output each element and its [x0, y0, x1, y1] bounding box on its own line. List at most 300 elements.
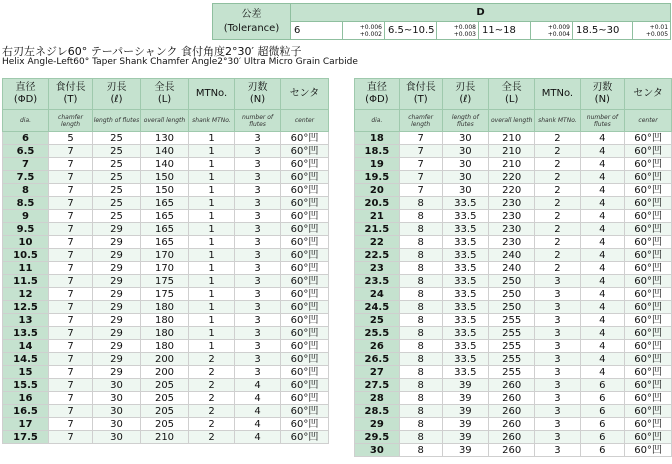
table-cell: 8: [399, 236, 442, 249]
diameter-cell: 25.5: [355, 327, 400, 340]
column-subheader: center: [625, 110, 672, 132]
table-cell: 1: [189, 236, 235, 249]
column-header: 刃数 (N): [580, 79, 625, 110]
column-header: 刃数 (N): [235, 79, 281, 110]
table-cell: 8: [399, 249, 442, 262]
table-cell: 39: [442, 431, 488, 444]
table-cell: 6: [580, 379, 625, 392]
spec-table-left: [2, 78, 329, 444]
table-row: [3, 171, 329, 184]
table-cell: 7: [49, 184, 93, 197]
table-row: [3, 366, 329, 379]
table-cell: 7: [49, 301, 93, 314]
table-row: [3, 236, 329, 249]
table-cell: 60°凹: [625, 431, 672, 444]
column-subheader: number of flutes: [235, 110, 281, 132]
table-cell: 33.5: [442, 314, 488, 327]
table-cell: 30: [442, 158, 488, 171]
table-cell: 2: [189, 379, 235, 392]
table-cell: 4: [580, 210, 625, 223]
table-cell: 7: [49, 327, 93, 340]
table-cell: 3: [535, 379, 580, 392]
table-cell: 250: [489, 275, 535, 288]
table-cell: 3: [535, 418, 580, 431]
column-header: 食付長 (T): [399, 79, 442, 110]
tolerance-label-en: (Tolerance): [223, 22, 280, 34]
table-row: [355, 444, 672, 457]
table-cell: 29: [93, 249, 141, 262]
table-cell: 5: [49, 132, 93, 145]
diameter-cell: 26.5: [355, 353, 400, 366]
table-cell: 3: [235, 327, 281, 340]
diameter-cell: 8.5: [3, 197, 49, 210]
table-cell: 60°凹: [625, 132, 672, 145]
table-row: [3, 379, 329, 392]
table-cell: 8: [399, 275, 442, 288]
table-row: [3, 288, 329, 301]
table-cell: 260: [489, 379, 535, 392]
table-row: [355, 236, 672, 249]
table-cell: 150: [141, 184, 189, 197]
table-cell: 2: [535, 184, 580, 197]
table-cell: 3: [235, 236, 281, 249]
table-cell: 33.5: [442, 301, 488, 314]
diameter-cell: 9.5: [3, 223, 49, 236]
table-cell: 60°凹: [625, 314, 672, 327]
table-cell: 2: [535, 262, 580, 275]
table-row: [355, 197, 672, 210]
table-cell: 29: [93, 288, 141, 301]
table-cell: 60°凹: [281, 379, 329, 392]
diameter-cell: 28.5: [355, 405, 400, 418]
table-cell: 33.5: [442, 288, 488, 301]
table-cell: 33.5: [442, 197, 488, 210]
table-cell: 30: [93, 392, 141, 405]
table-cell: 30: [93, 379, 141, 392]
table-cell: 60°凹: [625, 392, 672, 405]
table-row: [355, 184, 672, 197]
table-cell: 60°凹: [625, 275, 672, 288]
table-row: [3, 418, 329, 431]
table-cell: 250: [489, 288, 535, 301]
table-cell: 33.5: [442, 223, 488, 236]
table-cell: 60°凹: [281, 262, 329, 275]
table-cell: 2: [535, 210, 580, 223]
table-cell: 25: [93, 184, 141, 197]
table-cell: 2: [189, 405, 235, 418]
tolerance-range: 6: [291, 22, 343, 40]
diameter-cell: 30: [355, 444, 400, 457]
table-cell: 3: [235, 145, 281, 158]
table-cell: 210: [489, 145, 535, 158]
diameter-cell: 22.5: [355, 249, 400, 262]
table-cell: 7: [49, 249, 93, 262]
tolerance-column-d: D: [291, 4, 671, 22]
table-row: [355, 431, 672, 444]
diameter-cell: 27: [355, 366, 400, 379]
table-cell: 230: [489, 197, 535, 210]
table-row: [3, 405, 329, 418]
table-cell: 60°凹: [281, 236, 329, 249]
diameter-cell: 10.5: [3, 249, 49, 262]
table-cell: 60°凹: [281, 314, 329, 327]
table-cell: 29: [93, 301, 141, 314]
table-cell: 60°凹: [281, 275, 329, 288]
table-cell: 60°凹: [625, 158, 672, 171]
table-cell: 30: [442, 184, 488, 197]
table-row: [3, 249, 329, 262]
table-row: [355, 223, 672, 236]
table-cell: 230: [489, 236, 535, 249]
table-cell: 7: [49, 418, 93, 431]
table-cell: 30: [93, 431, 141, 444]
table-cell: 7: [49, 340, 93, 353]
table-cell: 1: [189, 262, 235, 275]
table-cell: 3: [535, 366, 580, 379]
table-cell: 3: [235, 223, 281, 236]
table-cell: 60°凹: [625, 210, 672, 223]
column-subheader: length of flutes: [442, 110, 488, 132]
table-cell: 205: [141, 405, 189, 418]
table-cell: 4: [235, 405, 281, 418]
table-cell: 8: [399, 327, 442, 340]
table-cell: 60°凹: [281, 158, 329, 171]
table-cell: 8: [399, 288, 442, 301]
table-row: [355, 405, 672, 418]
table-cell: 260: [489, 418, 535, 431]
diameter-cell: 12: [3, 288, 49, 301]
table-cell: 60°凹: [281, 340, 329, 353]
table-cell: 1: [189, 301, 235, 314]
column-subheader: length of flutes: [93, 110, 141, 132]
table-cell: 1: [189, 184, 235, 197]
table-row: [355, 327, 672, 340]
column-header: センタ: [625, 79, 672, 110]
table-cell: 4: [580, 236, 625, 249]
diameter-cell: 29: [355, 418, 400, 431]
diameter-cell: 27.5: [355, 379, 400, 392]
table-row: [355, 314, 672, 327]
table-cell: 165: [141, 210, 189, 223]
table-cell: 2: [535, 223, 580, 236]
table-cell: 60°凹: [625, 249, 672, 262]
table-cell: 6: [580, 418, 625, 431]
column-subheader: dia.: [3, 110, 49, 132]
diameter-cell: 26: [355, 340, 400, 353]
column-header: 刃長 (ℓ): [442, 79, 488, 110]
table-cell: 60°凹: [281, 353, 329, 366]
table-cell: 230: [489, 223, 535, 236]
table-cell: 2: [535, 145, 580, 158]
diameter-cell: 23: [355, 262, 400, 275]
column-header: 直径 (ΦD): [3, 79, 49, 110]
table-cell: 60°凹: [625, 353, 672, 366]
table-cell: 60°凹: [625, 184, 672, 197]
table-cell: 3: [535, 340, 580, 353]
table-cell: 7: [49, 392, 93, 405]
table-cell: 30: [93, 418, 141, 431]
table-cell: 3: [235, 340, 281, 353]
table-cell: 7: [49, 379, 93, 392]
column-subheader: dia.: [355, 110, 400, 132]
table-cell: 200: [141, 366, 189, 379]
table-row: [3, 158, 329, 171]
table-cell: 165: [141, 223, 189, 236]
table-cell: 3: [535, 392, 580, 405]
table-cell: 4: [235, 392, 281, 405]
table-cell: 205: [141, 379, 189, 392]
table-cell: 3: [235, 366, 281, 379]
table-row: [355, 366, 672, 379]
table-cell: 3: [535, 275, 580, 288]
table-cell: 170: [141, 249, 189, 262]
table-row: [3, 392, 329, 405]
table-cell: 39: [442, 418, 488, 431]
table-cell: 33.5: [442, 275, 488, 288]
table-cell: 1: [189, 197, 235, 210]
table-row: [355, 392, 672, 405]
table-cell: 3: [535, 444, 580, 457]
table-cell: 1: [189, 145, 235, 158]
table-cell: 7: [49, 314, 93, 327]
column-subheader: overall length: [141, 110, 189, 132]
table-row: [355, 132, 672, 145]
diameter-cell: 14: [3, 340, 49, 353]
table-cell: 60°凹: [281, 249, 329, 262]
table-cell: 7: [49, 210, 93, 223]
table-cell: 230: [489, 210, 535, 223]
table-cell: 60°凹: [625, 340, 672, 353]
table-cell: 60°凹: [625, 405, 672, 418]
table-cell: 33.5: [442, 327, 488, 340]
table-cell: 60°凹: [625, 145, 672, 158]
column-header: 刃長 (ℓ): [93, 79, 141, 110]
table-cell: 4: [580, 223, 625, 236]
table-cell: 7: [49, 366, 93, 379]
diameter-cell: 6: [3, 132, 49, 145]
table-cell: 3: [535, 353, 580, 366]
table-cell: 1: [189, 132, 235, 145]
table-cell: 240: [489, 249, 535, 262]
table-cell: 260: [489, 392, 535, 405]
table-cell: 29: [93, 353, 141, 366]
table-cell: 2: [189, 392, 235, 405]
table-cell: 30: [93, 405, 141, 418]
table-cell: 4: [580, 197, 625, 210]
table-cell: 4: [580, 145, 625, 158]
table-row: [355, 171, 672, 184]
table-cell: 30: [442, 132, 488, 145]
table-cell: 1: [189, 249, 235, 262]
table-cell: 4: [580, 158, 625, 171]
diameter-cell: 25: [355, 314, 400, 327]
table-cell: 8: [399, 301, 442, 314]
table-cell: 60°凹: [281, 327, 329, 340]
table-cell: 6: [580, 392, 625, 405]
table-row: [3, 132, 329, 145]
table-cell: 60°凹: [281, 431, 329, 444]
diameter-cell: 12.5: [3, 301, 49, 314]
table-cell: 8: [399, 418, 442, 431]
tolerance-values: +0.008 +0.003: [437, 22, 479, 40]
table-cell: 220: [489, 171, 535, 184]
tolerance-label: [213, 4, 291, 40]
table-cell: 30: [442, 145, 488, 158]
table-row: [3, 223, 329, 236]
diameter-cell: 18.5: [355, 145, 400, 158]
tolerance-range: 18.5~30: [573, 22, 633, 40]
table-cell: 3: [235, 301, 281, 314]
table-cell: 6: [580, 405, 625, 418]
table-cell: 39: [442, 405, 488, 418]
table-cell: 140: [141, 145, 189, 158]
table-cell: 2: [189, 366, 235, 379]
diameter-cell: 15: [3, 366, 49, 379]
table-cell: 8: [399, 340, 442, 353]
table-row: [3, 301, 329, 314]
table-cell: 210: [489, 132, 535, 145]
table-cell: 180: [141, 340, 189, 353]
table-cell: 3: [535, 314, 580, 327]
table-cell: 175: [141, 288, 189, 301]
table-cell: 60°凹: [281, 145, 329, 158]
diameter-cell: 29.5: [355, 431, 400, 444]
table-cell: 4: [235, 418, 281, 431]
table-cell: 210: [489, 158, 535, 171]
table-cell: 180: [141, 314, 189, 327]
table-cell: 220: [489, 184, 535, 197]
diameter-cell: 20: [355, 184, 400, 197]
table-cell: 8: [399, 210, 442, 223]
table-cell: 33.5: [442, 262, 488, 275]
table-cell: 8: [399, 379, 442, 392]
diameter-cell: 24: [355, 288, 400, 301]
table-row: [3, 340, 329, 353]
table-cell: 60°凹: [625, 418, 672, 431]
table-cell: 7: [399, 158, 442, 171]
column-subheader: shank MTNo.: [189, 110, 235, 132]
table-cell: 3: [535, 301, 580, 314]
title-japanese: 右刃左ネジレ60° テーパーシャンク 食付角度2°30′ 超微粒子: [2, 45, 302, 58]
column-header: MTNo.: [535, 79, 580, 110]
tolerance-values: +0.006 +0.002: [343, 22, 385, 40]
table-row: [355, 210, 672, 223]
table-cell: 1: [189, 223, 235, 236]
table-cell: 3: [535, 405, 580, 418]
table-cell: 3: [535, 288, 580, 301]
table-cell: 4: [580, 288, 625, 301]
table-row: [355, 353, 672, 366]
diameter-cell: 19.5: [355, 171, 400, 184]
table-cell: 33.5: [442, 236, 488, 249]
table-row: [3, 431, 329, 444]
table-cell: 60°凹: [281, 223, 329, 236]
diameter-cell: 22: [355, 236, 400, 249]
table-cell: 1: [189, 158, 235, 171]
diameter-cell: 11: [3, 262, 49, 275]
table-row: [355, 249, 672, 262]
table-cell: 4: [580, 171, 625, 184]
table-cell: 140: [141, 158, 189, 171]
column-subheader: chamfer length: [399, 110, 442, 132]
table-cell: 3: [235, 288, 281, 301]
table-cell: 4: [580, 301, 625, 314]
table-cell: 29: [93, 236, 141, 249]
table-cell: 2: [535, 132, 580, 145]
table-cell: 7: [49, 145, 93, 158]
column-header: 全長 (L): [489, 79, 535, 110]
table-cell: 6: [580, 444, 625, 457]
table-cell: 60°凹: [625, 236, 672, 249]
tolerance-label-jp: 公差: [241, 8, 262, 20]
table-row: [355, 158, 672, 171]
table-cell: 2: [535, 236, 580, 249]
table-cell: 2: [535, 249, 580, 262]
table-row: [3, 275, 329, 288]
table-cell: 250: [489, 301, 535, 314]
diameter-cell: 20.5: [355, 197, 400, 210]
table-cell: 8: [399, 262, 442, 275]
table-cell: 8: [399, 392, 442, 405]
table-cell: 60°凹: [625, 288, 672, 301]
diameter-cell: 15.5: [3, 379, 49, 392]
table-cell: 7: [49, 405, 93, 418]
diameter-cell: 17: [3, 418, 49, 431]
column-header: センタ: [281, 79, 329, 110]
table-cell: 8: [399, 314, 442, 327]
table-cell: 4: [580, 262, 625, 275]
table-cell: 175: [141, 275, 189, 288]
table-cell: 3: [235, 262, 281, 275]
table-cell: 3: [235, 132, 281, 145]
table-cell: 3: [235, 249, 281, 262]
diameter-cell: 23.5: [355, 275, 400, 288]
table-cell: 4: [580, 184, 625, 197]
table-cell: 33.5: [442, 340, 488, 353]
table-cell: 7: [49, 262, 93, 275]
table-cell: 29: [93, 262, 141, 275]
table-cell: 60°凹: [625, 327, 672, 340]
table-cell: 3: [235, 171, 281, 184]
table-cell: 8: [399, 197, 442, 210]
diameter-cell: 7: [3, 158, 49, 171]
table-cell: 60°凹: [281, 184, 329, 197]
table-cell: 260: [489, 405, 535, 418]
table-cell: 4: [580, 353, 625, 366]
tolerance-table: [212, 3, 671, 40]
table-cell: 33.5: [442, 210, 488, 223]
table-cell: 1: [189, 340, 235, 353]
table-cell: 29: [93, 314, 141, 327]
table-cell: 180: [141, 327, 189, 340]
diameter-cell: 17.5: [3, 431, 49, 444]
table-cell: 3: [535, 327, 580, 340]
diameter-cell: 21: [355, 210, 400, 223]
table-cell: 8: [399, 431, 442, 444]
table-cell: 1: [189, 288, 235, 301]
table-cell: 2: [535, 171, 580, 184]
column-subheader: shank MTNo.: [535, 110, 580, 132]
table-row: [3, 210, 329, 223]
table-cell: 3: [235, 184, 281, 197]
table-cell: 3: [235, 275, 281, 288]
table-cell: 7: [49, 223, 93, 236]
table-cell: 7: [49, 288, 93, 301]
table-cell: 2: [189, 353, 235, 366]
table-cell: 60°凹: [281, 171, 329, 184]
table-row: [3, 314, 329, 327]
table-cell: 60°凹: [281, 197, 329, 210]
